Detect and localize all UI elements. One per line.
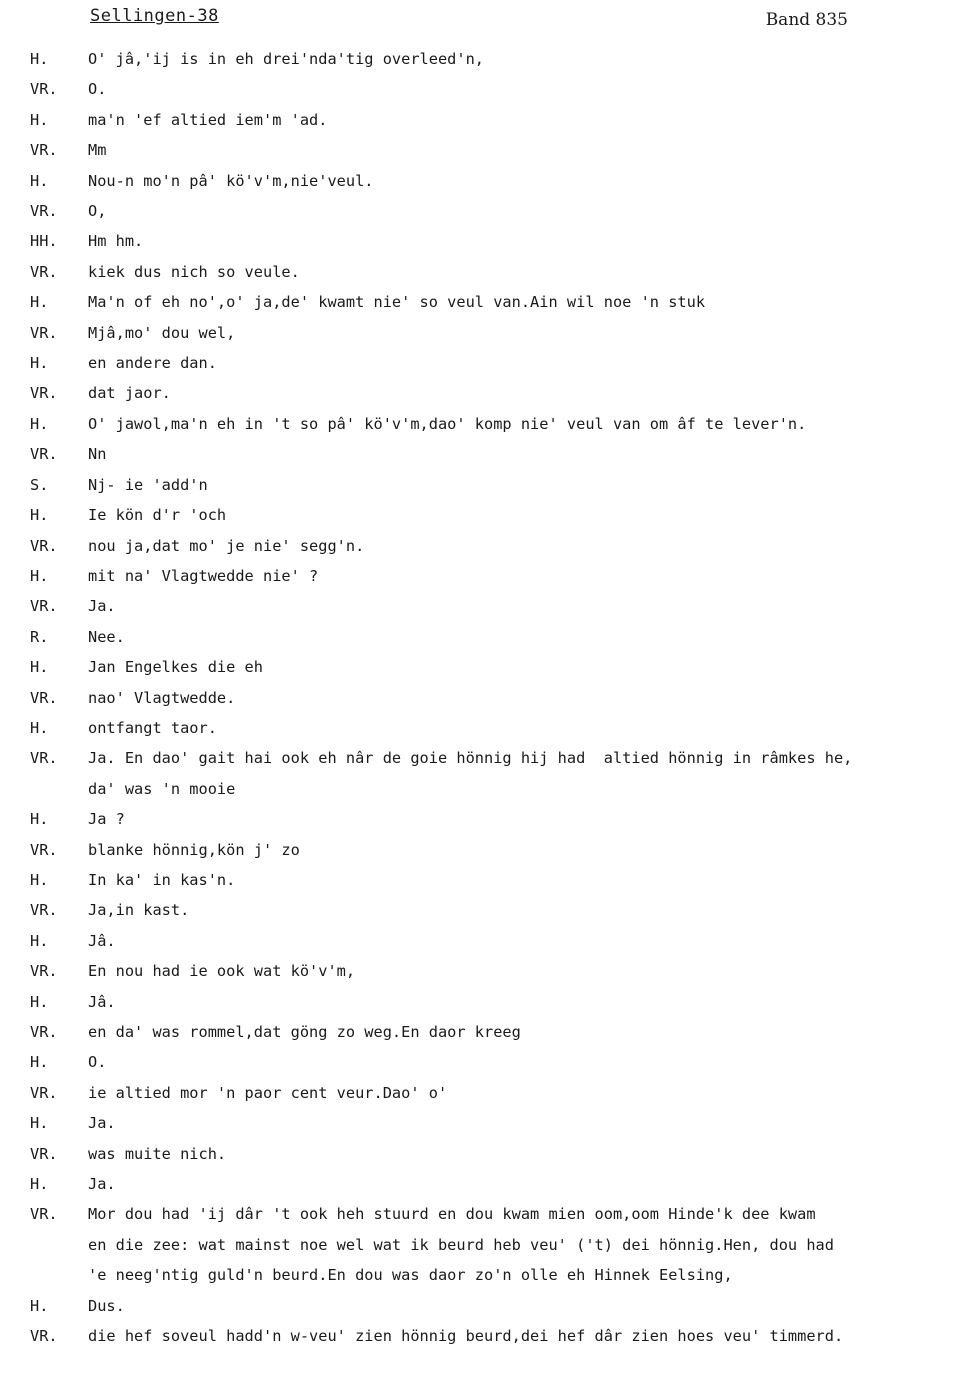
transcript-turn (0, 835, 973, 865)
speaker-label: S. (30, 475, 49, 494)
speaker-label: H. (30, 1175, 49, 1194)
transcript-turn (0, 1017, 973, 1047)
utterance-text: Nj- ie 'add'n (88, 475, 208, 494)
transcript-turn (0, 318, 973, 348)
utterance-text: Hm hm. (88, 232, 144, 251)
utterance-text: Ja. En dao' gait hai ook eh nâr de goie hönnig hij had altied hönnig in râmkes he, da' was 'n mooie (88, 749, 853, 798)
speaker-label: VR. (30, 1205, 58, 1224)
utterance-text: en andere dan. (88, 354, 217, 373)
utterance-text: Mor dou had 'ij dâr 't ook heh stuurd en dou kwam mien oom,oom Hinde'k dee kwam en die zee: wat mainst noe wel wat ik beurd heb veu' ('t) dei hönnig.Hen, dou had 'e neeg'ntig guld'n beurd.En dou was daor zo'n olle eh Hinnek Eelsing, (88, 1205, 834, 1285)
speaker-label: H. (30, 566, 49, 585)
utterance-text: dat jaor. (88, 384, 171, 403)
transcript-turn (0, 713, 973, 743)
utterance-text: O. (88, 80, 107, 99)
band-number: Band 835 (765, 10, 848, 30)
transcript-turn (0, 1169, 973, 1199)
speaker-label: H. (30, 1114, 49, 1133)
utterance-text: ie altied mor 'n paor cent veur.Dao' o' (88, 1083, 448, 1102)
utterance-text: En nou had ie ook wat kö'v'm, (88, 962, 356, 981)
transcript-turn (0, 166, 973, 196)
utterance-text: O. (88, 1053, 107, 1072)
transcript-turn (0, 987, 973, 1017)
speaker-label: VR. (30, 840, 58, 859)
speaker-label: VR. (30, 262, 58, 281)
transcript-turn (0, 135, 973, 165)
transcript-turn (0, 196, 973, 226)
utterance-text: Dus. (88, 1296, 125, 1315)
utterance-text: Mjâ,mo' dou wel, (88, 323, 236, 342)
utterance-text: Jâ. (88, 992, 116, 1011)
transcript-turn (0, 683, 973, 713)
utterance-text: ontfangt taor. (88, 718, 217, 737)
speaker-label: VR. (30, 597, 58, 616)
transcript-turn (0, 1199, 973, 1290)
speaker-label: H. (30, 810, 49, 829)
transcript-turn (0, 1139, 973, 1169)
transcript-turn (0, 287, 973, 317)
utterance-text: Ja. (88, 1114, 116, 1133)
speaker-label: VR. (30, 688, 58, 707)
speaker-label: VR. (30, 901, 58, 920)
utterance-text: kiek dus nich so veule. (88, 262, 300, 281)
transcript-turn (0, 956, 973, 986)
speaker-label: VR. (30, 749, 58, 768)
transcript-turn (0, 1078, 973, 1108)
transcript-body (0, 44, 973, 1351)
speaker-label: H. (30, 293, 49, 312)
transcript-turn (0, 439, 973, 469)
utterance-text: Ja. (88, 597, 116, 616)
transcript-turn (0, 226, 973, 256)
page-header (0, 0, 973, 46)
speaker-label: HH. (30, 232, 58, 251)
utterance-text: Ie kön d'r 'och (88, 506, 227, 525)
utterance-text: nao' Vlagtwedde. (88, 688, 236, 707)
transcript-turn (0, 531, 973, 561)
speaker-label: H. (30, 50, 49, 68)
utterance-text: O' jâ,'ij is in eh drei'nda'tig overleed'n, (88, 50, 485, 68)
utterance-text: O' jawol,ma'n eh in 't so pâ' kö'v'm,dao' komp nie' veul van om âf te lever'n. (88, 414, 807, 433)
utterance-text: Ja. (88, 1175, 116, 1194)
utterance-text: mit na' Vlagtwedde nie' ? (88, 566, 319, 585)
transcript-turn (0, 561, 973, 591)
transcript-turn (0, 622, 973, 652)
utterance-text: Mm (88, 141, 107, 160)
speaker-label: H. (30, 658, 49, 677)
transcript-turn (0, 1291, 973, 1321)
transcript-turn (0, 652, 973, 682)
utterance-text: O, (88, 202, 107, 221)
speaker-label: VR. (30, 1327, 58, 1346)
speaker-label: H. (30, 110, 49, 129)
utterance-text: Nn (88, 445, 107, 464)
transcript-turn (0, 409, 973, 439)
transcript-turn (0, 500, 973, 530)
speaker-label: H. (30, 870, 49, 889)
speaker-label: VR. (30, 202, 58, 221)
utterance-text: In ka' in kas'n. (88, 870, 236, 889)
transcript-turn (0, 44, 973, 74)
speaker-label: VR. (30, 1083, 58, 1102)
speaker-label: VR. (30, 962, 58, 981)
speaker-label: H. (30, 992, 49, 1011)
utterance-text: Ma'n of eh no',o' ja,de' kwamt nie' so veul van.Ain wil noe 'n stuk (88, 293, 706, 312)
transcript-turn (0, 895, 973, 925)
transcript-turn (0, 257, 973, 287)
speaker-label: H. (30, 1053, 49, 1072)
speaker-label: H. (30, 354, 49, 373)
speaker-label: H. (30, 1296, 49, 1315)
transcript-turn (0, 1321, 973, 1351)
utterance-text: Nou-n mo'n pâ' kö'v'm,nie'veul. (88, 171, 374, 190)
speaker-label: H. (30, 414, 49, 433)
utterance-text: blanke hönnig,kön j' zo (88, 840, 300, 859)
transcript-turn (0, 743, 973, 804)
transcript-turn (0, 804, 973, 834)
utterance-text: Ja ? (88, 810, 125, 829)
utterance-text: was muite nich. (88, 1144, 227, 1163)
speaker-label: VR. (30, 1144, 58, 1163)
speaker-label: H. (30, 931, 49, 950)
speaker-label: VR. (30, 1023, 58, 1041)
utterance-text: Nee. (88, 627, 125, 646)
utterance-text: en da' was rommel,dat göng zo weg.En daor kreeg (88, 1023, 521, 1041)
speaker-label: VR. (30, 384, 58, 403)
transcript-turn (0, 378, 973, 408)
speaker-label: VR. (30, 323, 58, 342)
transcript-turn (0, 348, 973, 378)
speaker-label: R. (30, 627, 49, 646)
transcript-turn (0, 470, 973, 500)
transcript-turn (0, 591, 973, 621)
speaker-label: VR. (30, 536, 58, 555)
utterance-text: Jâ. (88, 931, 116, 950)
speaker-label: VR. (30, 445, 58, 464)
utterance-text: Jan Engelkes die eh (88, 658, 263, 677)
transcript-turn (0, 926, 973, 956)
transcript-turn (0, 1047, 973, 1077)
transcript-turn (0, 105, 973, 135)
transcript-turn (0, 1108, 973, 1138)
speaker-label: VR. (30, 80, 58, 99)
utterance-text: die hef soveul hadd'n w-veu' zien hönnig beurd,dei hef dâr zien hoes veu' timmerd. (88, 1327, 844, 1346)
speaker-label: H. (30, 506, 49, 525)
speaker-label: H. (30, 718, 49, 737)
utterance-text: ma'n 'ef altied iem'm 'ad. (88, 110, 328, 129)
speaker-label: H. (30, 171, 49, 190)
document-title: Sellingen-38 (90, 6, 219, 26)
utterance-text: nou ja,dat mo' je nie' segg'n. (88, 536, 365, 555)
transcript-turn (0, 74, 973, 104)
utterance-text: Ja,in kast. (88, 901, 190, 920)
transcript-turn (0, 865, 973, 895)
speaker-label: VR. (30, 141, 58, 160)
